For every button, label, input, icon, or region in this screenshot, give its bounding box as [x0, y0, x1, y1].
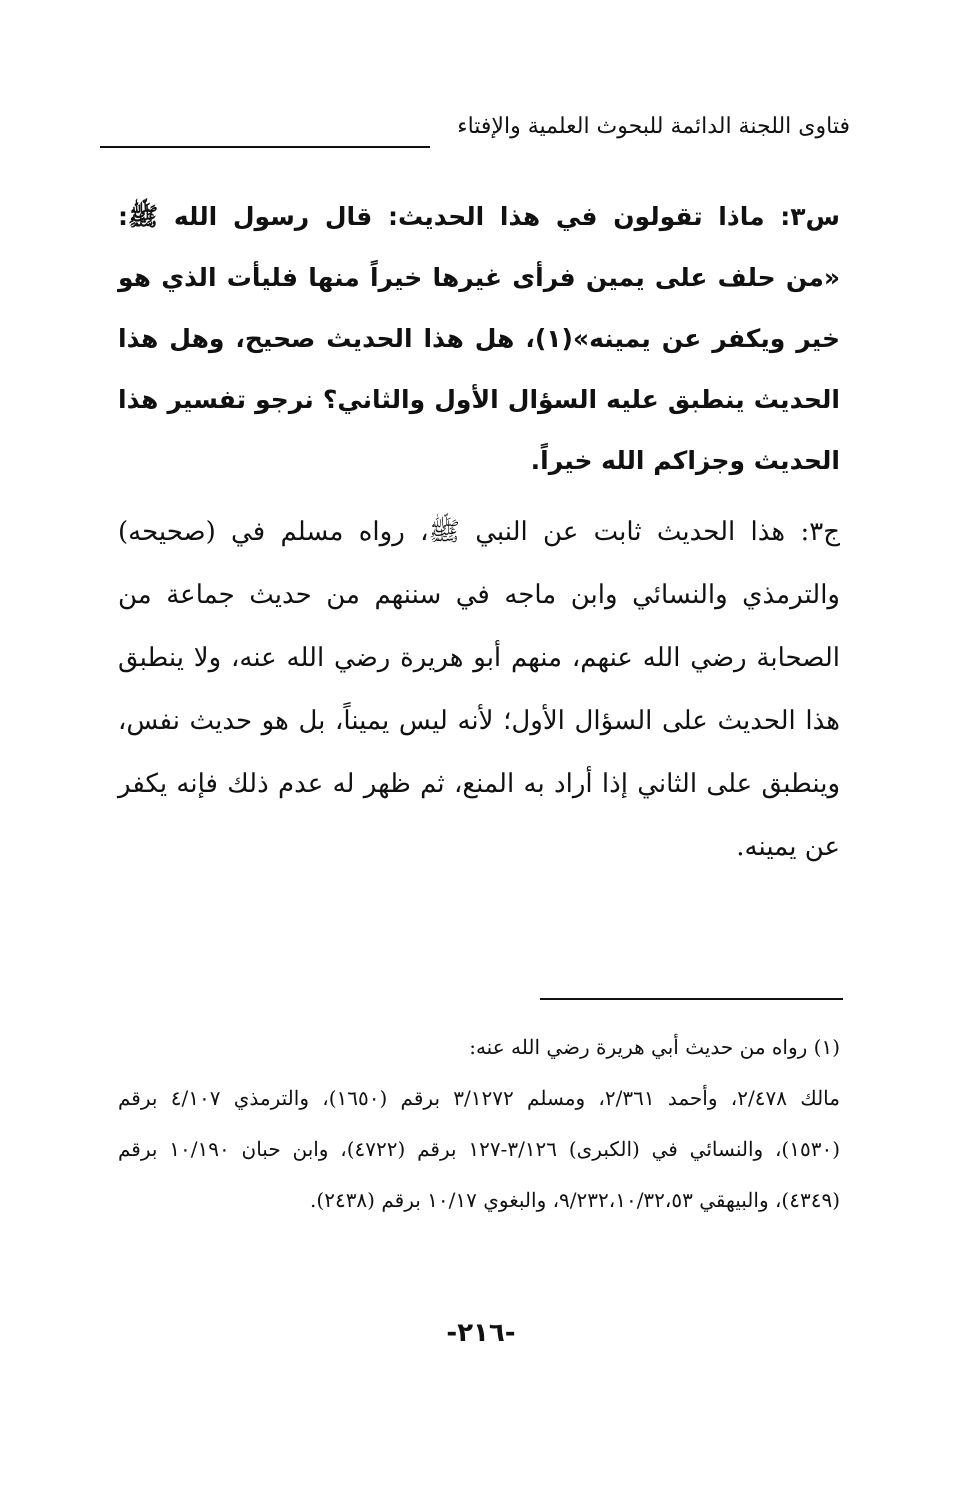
header-rule [100, 146, 430, 148]
running-header [100, 112, 850, 156]
header-title: فتاوى اللجنة الدائمة للبحوث العلمية والإفتاء [457, 114, 850, 139]
question-paragraph: س٣: ماذا تقولون في هذا الحديث: قال رسول الله ﷺ: «من حلف على يمين فرأى غيرها خيراً منها فليأت الذي هو خير ويكفر عن يمينه»(١)، هل هذا الحديث صحيح، وهل هذا الحديث ينطبق عليه السؤال الأول والثاني؟ نرجو تفسير هذا الحديث وجزاكم الله خيراً. [118, 202, 840, 475]
footnote-separator [540, 998, 843, 1000]
footnotes [118, 1022, 840, 1226]
main-text [118, 186, 840, 879]
answer-paragraph: ج٣: هذا الحديث ثابت عن النبي ﷺ، رواه مسلم في (صحيحه) والترمذي والنسائي وابن ماجه في سننهم من حديث جماعة من الصحابة رضي الله عنهم، منهم أبو هريرة رضي الله عنه، ولا ينطبق هذا الحديث على السؤال الأول؛ لأنه ليس يميناً، بل هو حديث نفس، وينطبق على الثاني إذا أراد به المنع، ثم ظهر له عدم ذلك فإنه يكفر عن يمينه. [118, 517, 840, 862]
footnote-intro: (١) رواه من حديث أبي هريرة رضي الله عنه: [469, 1035, 840, 1059]
page-number: -٢١٦- [446, 1318, 516, 1348]
footnote-references: مالك ٢/٤٧٨، وأحمد ٢/٣٦١، ومسلم ٣/١٢٧٢ برقم (١٦٥٠)، والترمذي ٤/١٠٧ برقم (١٥٣٠)، والنسائي في (الكبرى) ٣/١٢٦-١٢٧ برقم (٤٧٢٢)، وابن حبان ١٠/١٩٠ برقم (٤٣٤٩)، والبيهقي ٩/٢٣٢،١٠/٣٢،٥٣، والبغوي ١٠/١٧ برقم (٢٤٣٨). [118, 1086, 840, 1212]
